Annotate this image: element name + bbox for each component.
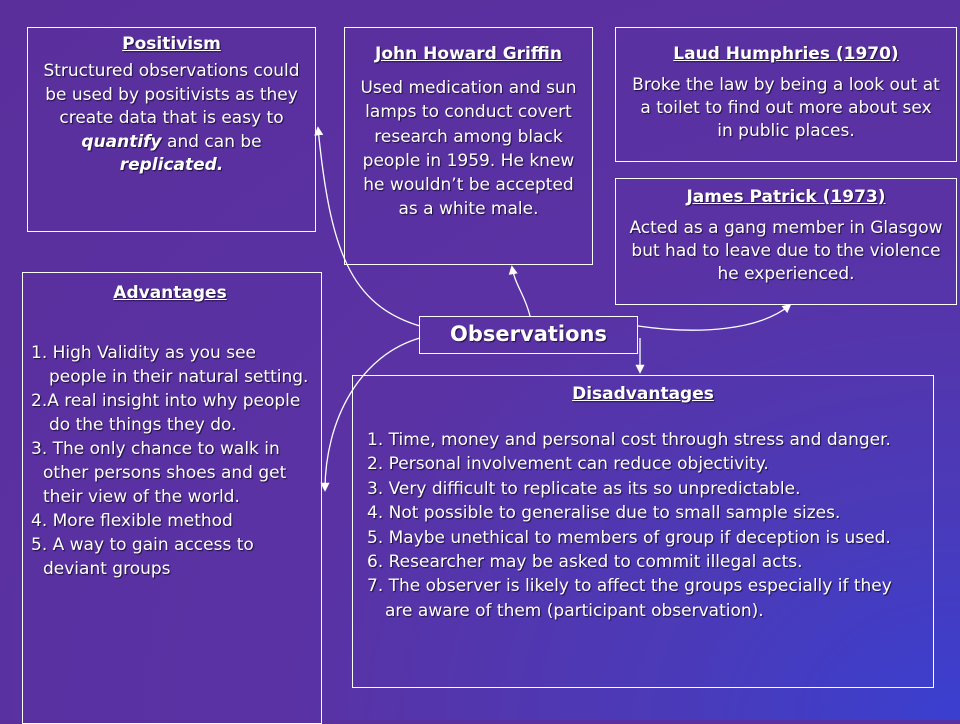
observations-node: Observations — [419, 316, 638, 354]
disadvantage-item: 1. Time, money and personal cost through stress and danger. — [367, 430, 891, 450]
advantages-list — [31, 341, 309, 581]
arrow-to-patrick — [638, 305, 790, 330]
disadvantage-item: 5. Maybe unethical to members of group if deception is used. — [367, 527, 891, 548]
advantage-item: 4. More flexible method — [31, 511, 233, 531]
disadvantage-item: 7. The observer is likely to affect the groups especially if they are aware of them (participant observation). — [367, 576, 892, 621]
disadvantages-title: Disadvantages — [572, 384, 714, 404]
humphries-box — [615, 27, 957, 162]
disadvantage-item: 2. Personal involvement can reduce objectivity. — [367, 454, 769, 475]
patrick-box — [615, 178, 957, 305]
positivism-title: Positivism — [122, 34, 221, 54]
advantages-box — [22, 272, 322, 724]
humphries-text: Broke the law by being a look out at a toilet to find out more about sex in public places. — [632, 75, 940, 141]
disadvantage-item: 6. Researcher may be asked to commit illegal acts. — [367, 552, 803, 573]
patrick-text: Acted as a gang member in Glasgow but had to leave due to the violence he experienced. — [629, 218, 943, 284]
griffin-title: John Howard Griffin — [375, 44, 562, 64]
advantage-item: 5. A way to gain access to deviant groups — [31, 535, 254, 579]
disadvantages-list — [365, 428, 921, 623]
positivism-text: Structured observations could be used by positivists as they create data that is easy to quantify and can be replicated. — [43, 61, 300, 176]
advantages-title: Advantages — [113, 283, 227, 303]
patrick-title: James Patrick (1973) — [686, 187, 886, 207]
advantage-item: 2.A real insight into why people do the things they do. — [31, 391, 301, 435]
griffin-box — [344, 27, 593, 265]
quantify-emphasis: quantify — [81, 131, 162, 152]
advantage-item: 1. High Validity as you see people in their natural setting. — [31, 343, 309, 387]
griffin-text: Used medication and sun lamps to conduct covert research among black people in 1959. He knew he wouldn’t be accepted as a white male. — [360, 78, 577, 220]
arrow-to-griffin — [512, 267, 530, 316]
disadvantage-item: 3. Very difficult to replicate as its so unpredictable. — [367, 478, 801, 499]
humphries-title: Laud Humphries (1970) — [673, 44, 899, 64]
replicated-emphasis: replicated. — [119, 155, 224, 176]
disadvantages-box — [352, 375, 934, 688]
positivism-box — [27, 27, 316, 232]
advantage-item: 3. The only chance to walk in other persons shoes and get their view of the world. — [31, 439, 287, 507]
disadvantage-item: 4. Not possible to generalise due to small sample sizes. — [367, 503, 841, 524]
